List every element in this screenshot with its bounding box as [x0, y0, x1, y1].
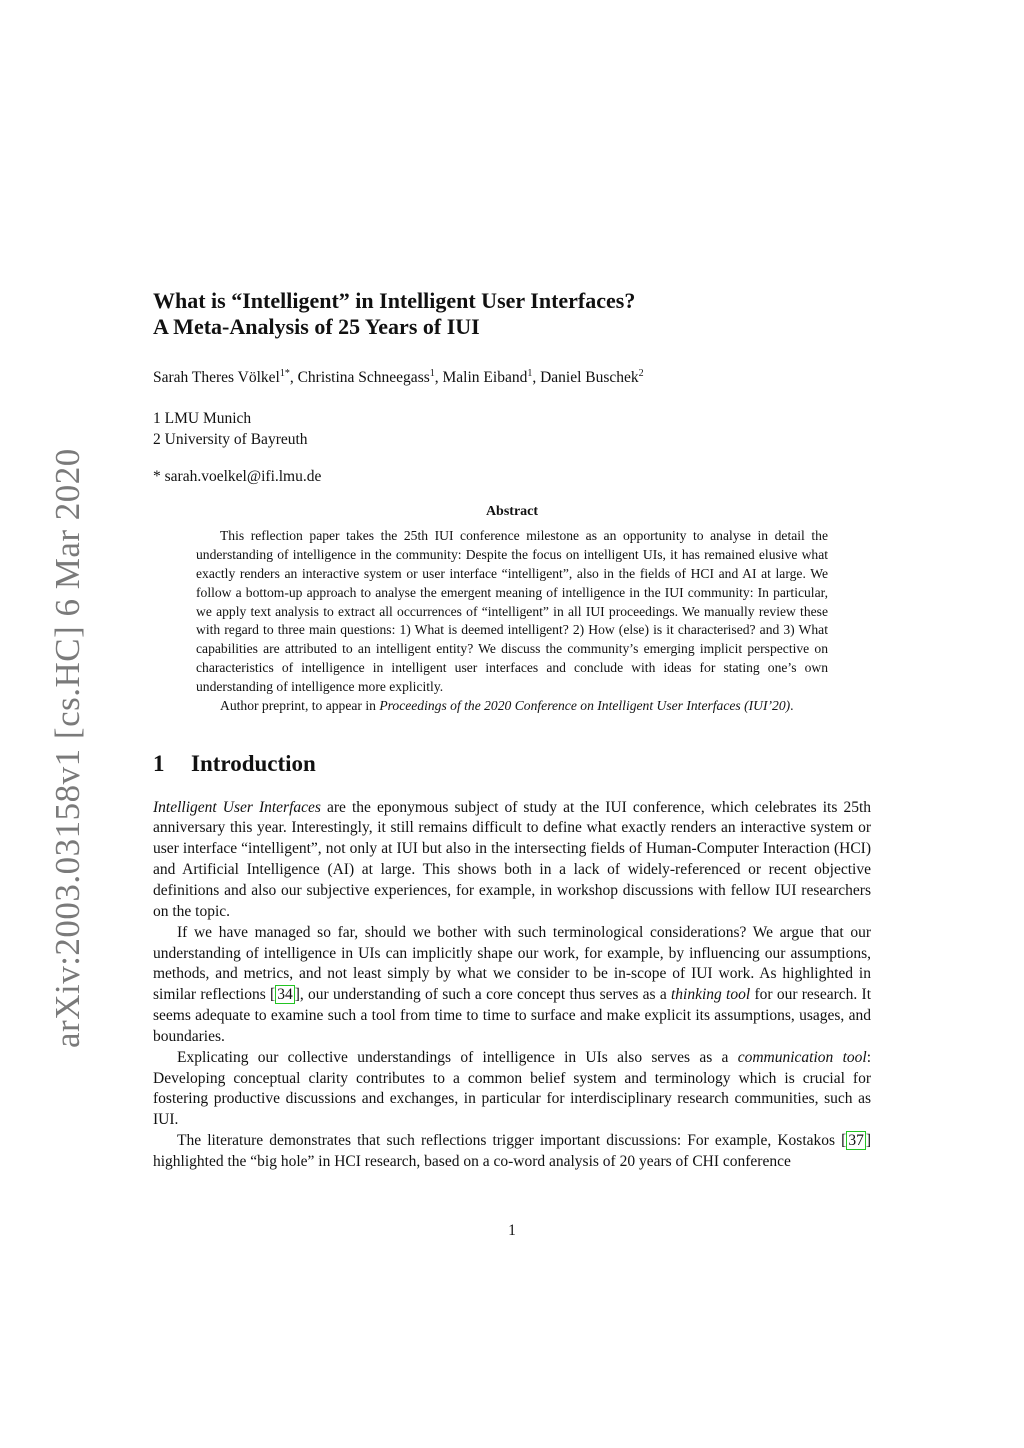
preprint-suffix: .	[790, 697, 794, 713]
corresponding-email: * sarah.voelkel@ifi.lmu.de	[153, 468, 322, 486]
author-affil-mark: 1*	[279, 368, 290, 379]
citation-link-37[interactable]: 37	[848, 1132, 864, 1150]
affiliation-1: 1 LMU Munich	[153, 410, 252, 428]
author-name: Christina Schneegass	[297, 369, 430, 387]
page-number: 1	[508, 1222, 516, 1239]
intro-emphasis: Intelligent User Interfaces	[153, 798, 321, 816]
author-list	[153, 364, 871, 388]
paper-title	[153, 288, 871, 340]
abstract-text: This reflection paper takes the 25th IUI conference milestone as an opportunity to analyse in detail the understanding of intelligence in the community: Despite the focus on intelligent UIs, it has remained elusive what exactly renders an interactive system or user interface “intelligent”, also in the fields of HCI and AI at large. We follow a bottom-up approach to analyse the emergent meaning of intelligence in the IUI community: In particular, we apply text analysis to extract all occurrences of “intelligent” in all IUI proceedings. We manually review these with regard to three main questions: 1) What is deemed intelligent? 2) How (else) is it characterised? and 3) What capabilities are attributed to an intelligent entity? We discuss the community’s emerging implicit perspective on characteristics of intelligence in intelligent user interfaces and conclude with ideas for stating one’s own understanding of intelligence more explicitly.	[196, 528, 828, 694]
intro-emphasis: thinking tool	[670, 986, 751, 1004]
introduction-body	[153, 798, 871, 1173]
abstract-heading: Abstract	[485, 504, 539, 520]
intro-text: Explicating our collective understandings of intelligence in UIs also serves as a	[177, 1048, 738, 1066]
paper-content	[153, 288, 871, 1173]
author-separator: ,	[532, 369, 541, 387]
author-name: Malin Eiband	[442, 369, 528, 387]
intro-emphasis: communication tool	[737, 1048, 867, 1066]
section-heading-introduction	[153, 750, 871, 778]
section-title: Introduction	[191, 750, 316, 776]
citation-link-34[interactable]: 34	[277, 986, 293, 1004]
author-separator: ,	[289, 369, 298, 387]
intro-text: ] highlighted the “big hole” in HCI research, based on a co-word analysis of 20 years of CHI conference	[153, 1132, 871, 1170]
title-line-1: What is “Intelligent” in Intelligent User Interfaces?	[153, 288, 636, 313]
author-affil-mark: 2	[638, 368, 644, 379]
intro-paragraph-4	[153, 1131, 871, 1173]
intro-text: are the eponymous subject of study at the IUI conference, which celebrates its 25th anniversary this year. Interestingly, it still remains difficult to define what exactly renders an interactive system or user interface “intelligent”, not only at IUI but also in the intersecting fields of Human-Computer Interaction (HCI) and Artificial Intelligence (AI) at large. This shows both in a lack of widely-referenced or recent objective definitions and also our subjective experiences, for example, in workshop discussions with fellow IUI researchers on the topic.	[153, 798, 871, 920]
intro-text: for our research. It seems adequate to examine such a tool from time to time to surface and make explicit its assumptions, usages, and boundaries.	[153, 986, 872, 1045]
abstract-body	[196, 527, 828, 715]
preprint-note	[196, 697, 828, 716]
title-line-2: A Meta-Analysis of 25 Years of IUI	[153, 314, 480, 339]
author-affil-mark: 1	[429, 368, 435, 379]
intro-text: The literature demonstrates that such reflections trigger important discussions: For example, Kostakos [	[177, 1132, 847, 1150]
preprint-venue: Proceedings of the 2020 Conference on Intelligent User Interfaces (IUI’20)	[379, 697, 791, 713]
author-affil-mark: 1	[527, 368, 533, 379]
intro-text: : Developing conceptual clarity contributes to a common belief system and terminology which is crucial for fostering productive discussions and exchanges, in particular for interdisciplinary research communities, such as IUI.	[153, 1048, 871, 1129]
intro-text: If we have managed so far, should we bother with such terminological considerations? We argue that our understanding of intelligence in UIs can implicitly shape our work, for example, by influencing our assumptions, methods, and metrics, and not least simply by what we consider to be in-scope of IUI work. As highlighted in similar reflections [	[153, 923, 871, 1004]
intro-paragraph-2	[153, 923, 871, 1048]
affiliations	[153, 408, 871, 450]
arxiv-identifier: arXiv:2003.03158v1 [cs.HC] 6 Mar 2020	[48, 448, 87, 1048]
intro-text: ], our understanding of such a core concept thus serves as a	[294, 986, 671, 1004]
intro-paragraph-1	[153, 798, 871, 923]
author-separator: ,	[434, 369, 443, 387]
author-name: Sarah Theres Völkel	[153, 369, 280, 387]
affiliation-2: 2 University of Bayreuth	[153, 431, 308, 449]
intro-paragraph-3	[153, 1048, 871, 1131]
preprint-prefix: Author preprint, to appear in	[220, 697, 380, 713]
author-name: Daniel Buschek	[540, 369, 639, 387]
section-number: 1	[153, 750, 165, 776]
